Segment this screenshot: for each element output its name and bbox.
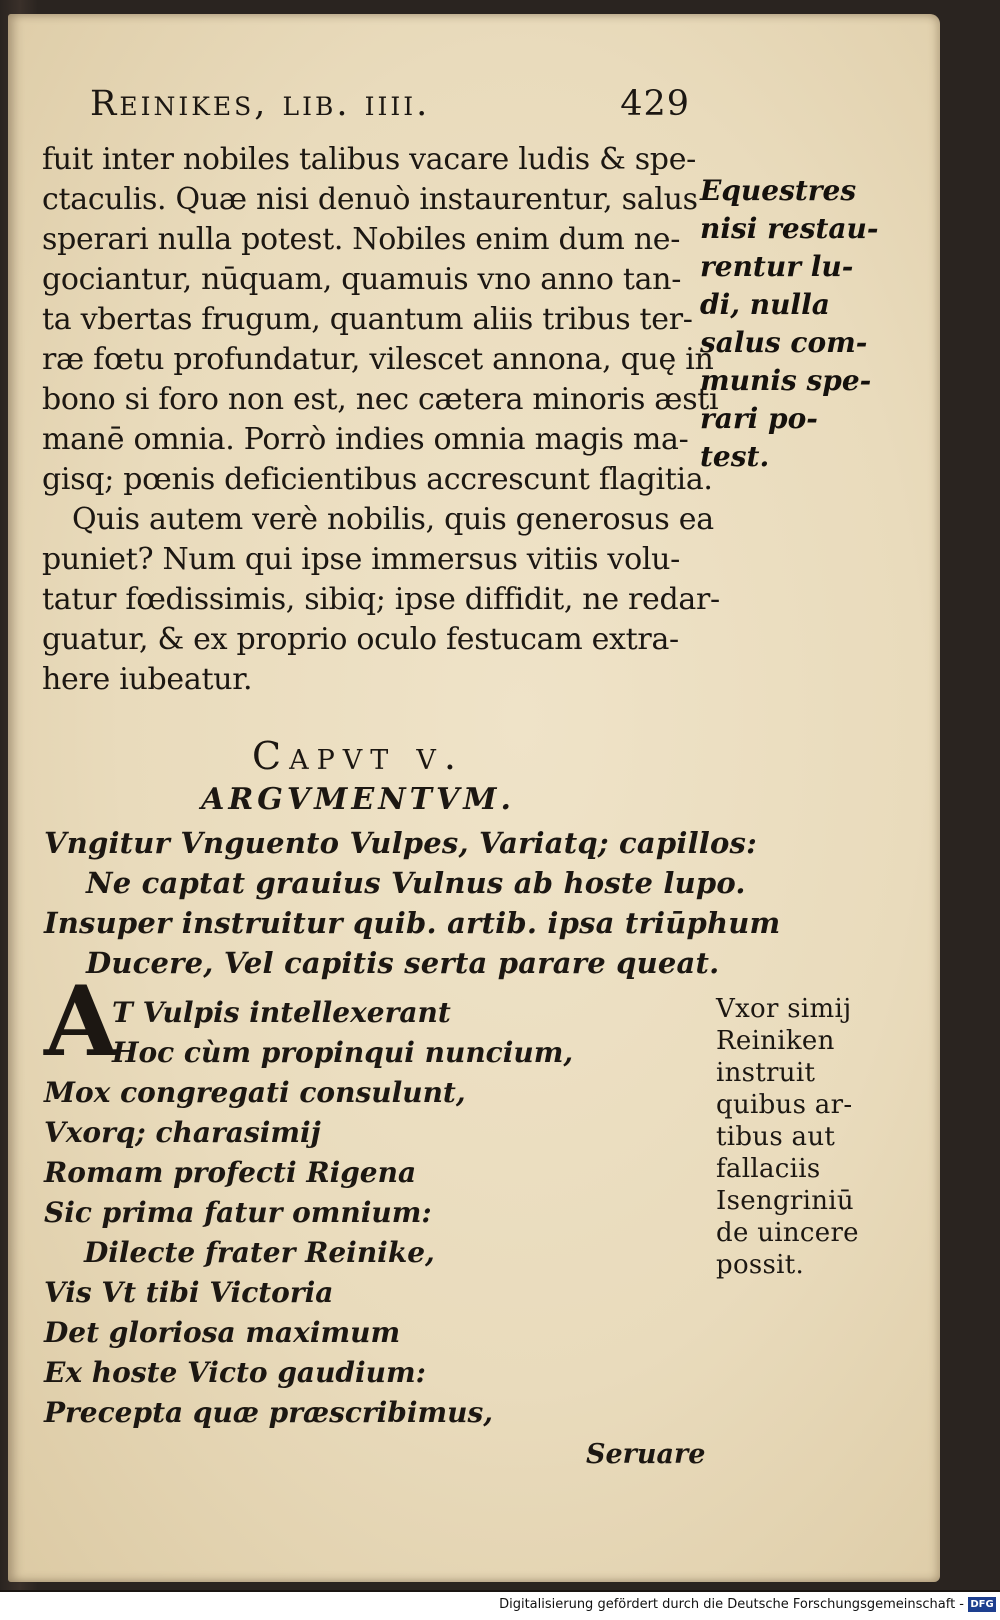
margin-note-line: Reiniken [716,1026,835,1056]
margin-note-line: Equestres [700,174,857,207]
poem-line: Vxorq; charasimij [44,1116,321,1149]
margin-note-line: nisi restau- [700,212,879,245]
funding-notice: Digitalisierung gefördert durch die Deutsche Forschungsgemeinschaft - [499,1597,964,1612]
poem-line: Ex hoste Victo gaudium: [44,1356,426,1389]
margin-note-line: rentur lu- [700,250,854,283]
margin-note-line: instruit [716,1058,816,1088]
margin-note-line: salus com- [700,326,868,359]
argument-label: ARGVMENTVM. [201,782,515,817]
poem-line: Sic prima fatur omnium: [44,1196,432,1229]
verse-line: Vngitur Vnguento Vulpes, Variatq; capillos: [44,826,757,860]
body-line: gisq; pœnis deficientibus accrescunt flagitia. [42,462,713,497]
poem-line: Dilecte frater Reinike, [84,1236,435,1269]
poem-line: Romam profecti Rigena [44,1156,417,1189]
verse-line: Insuper instruitur quib. artib. ipsa triūphum [44,906,781,940]
body-line: here iubeatur. [42,662,253,697]
margin-note-line: test. [700,440,770,473]
body-line: ræ fœtu profundatur, vilescet annona, quę in [42,342,714,377]
dfg-logo: DFG [968,1597,996,1612]
body-line: Quis autem verè nobilis, quis generosus ea [72,502,714,537]
body-line: ctaculis. Quæ nisi denuò instaurentur, salus [42,182,698,217]
body-line: ta vbertas frugum, quantum aliis tribus ter- [42,302,693,337]
margin-note-line: quibus ar- [716,1090,853,1120]
margin-note-line: Isengriniū [716,1186,854,1216]
body-line: sperari nulla potest. Nobiles enim dum ne- [42,222,681,257]
margin-note-line: de uincere [716,1218,859,1248]
chapter-title: Capvt v. [252,734,464,778]
body-line: gociantur, nūquam, quamuis vno anno tan- [42,262,682,297]
body-line: bono si foro non est, nec cætera minoris æsti [42,382,719,417]
body-line: tatur fœdissimis, sibiq; ipse diffidit, ne redar- [42,582,720,617]
running-head [90,84,690,124]
body-line: puniet? Num qui ipse immersus vitiis volu- [42,542,680,577]
poem-line: Vis Vt tibi Victoria [44,1276,334,1309]
poem-line: Mox congregati consulunt, [44,1076,466,1109]
running-head-title: Reinikes, lib. iiii. [90,84,431,124]
book-page [8,14,940,1582]
verse-line: Ducere, Vel capitis serta parare queat. [86,946,720,980]
margin-note-line: di, nulla [700,288,830,321]
poem-line: Precepta quæ præscribimus, [44,1396,493,1429]
poem-line: Hoc cùm propinqui nuncium, [112,1036,574,1069]
margin-note-line: Vxor simij [716,994,852,1024]
body-line: guatur, & ex proprio oculo festucam extra- [42,622,679,657]
verse-line: Ne captat grauius Vulnus ab hoste lupo. [86,866,746,900]
margin-note-line: munis spe- [700,364,872,397]
margin-note-line: possit. [716,1250,805,1280]
catchword: Seruare [586,1439,706,1470]
margin-note-line: rari po- [700,402,818,435]
poem-line: T Vulpis intellexerant [112,996,451,1029]
margin-note-line: fallaciis [716,1154,821,1184]
drop-cap: A [44,965,119,1078]
body-line: fuit inter nobiles talibus vacare ludis & spe- [42,142,696,177]
page-number: 429 [620,84,690,124]
body-line: manē omnia. Porrò indies omnia magis ma- [42,422,689,457]
margin-note-line: tibus aut [716,1122,836,1152]
poem-line: Det gloriosa maximum [44,1316,401,1349]
footer-bar [0,1592,1000,1620]
